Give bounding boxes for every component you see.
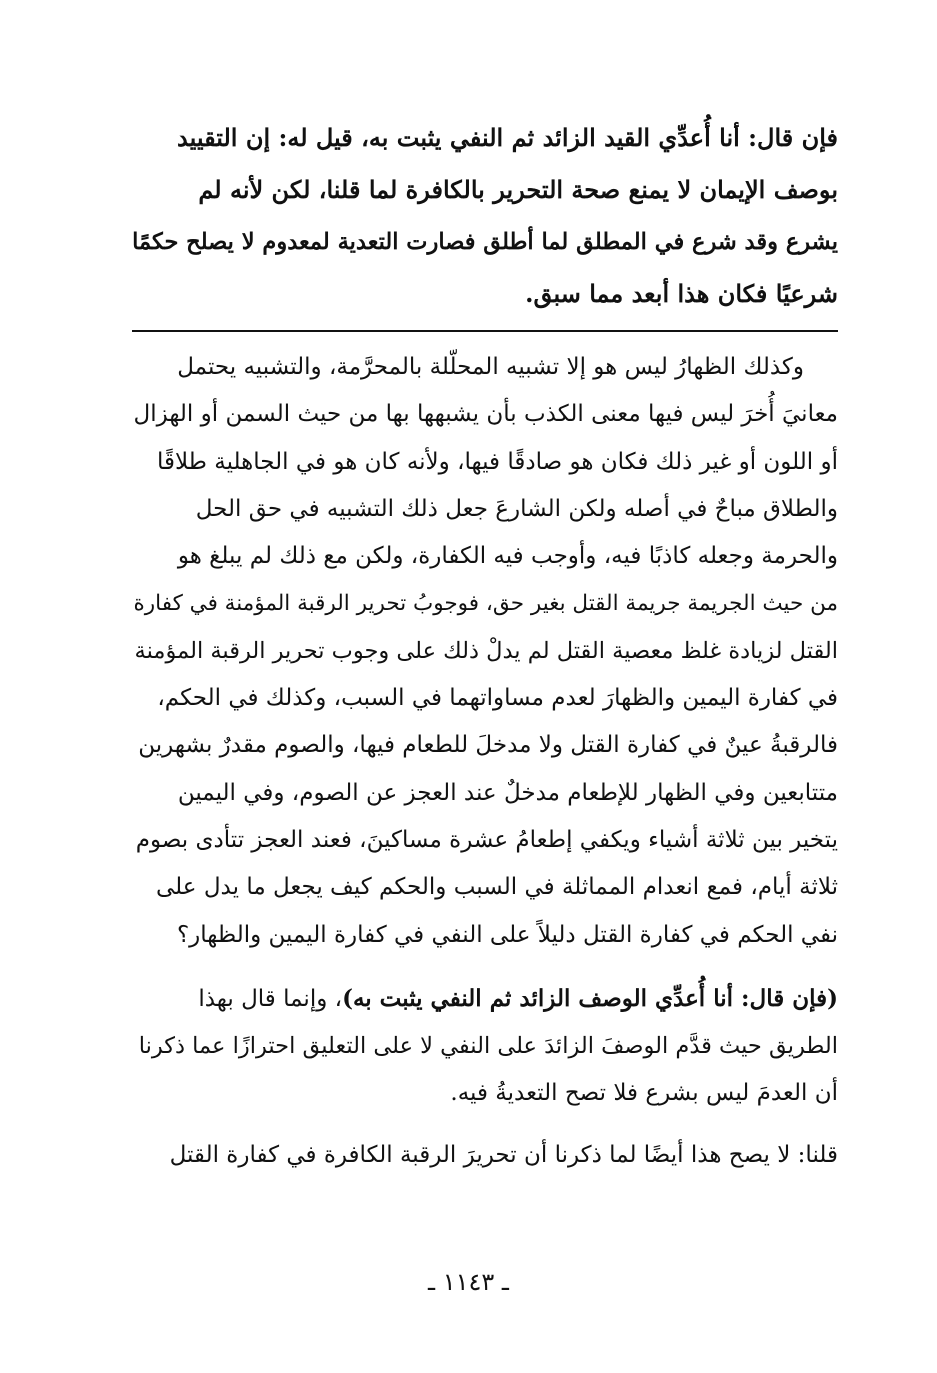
- commentary-line: أن العدمَ ليس بشرع فلا تصح التعديةُ فيه.: [450, 1080, 838, 1107]
- commentary-line: من حيث الجريمة جريمة القتل بغير حق، فوجوبُ تحرير الرقبة المؤمنة في كفارة: [133, 591, 838, 617]
- separator-rule: [132, 330, 838, 332]
- commentary-line: نفي الحكم في كفارة القتل دليلاً على النفي في كفارة اليمين والظهار؟: [176, 921, 838, 948]
- main-text-line: فإن قال: أنا أُعدِّي القيد الزائد ثم النفي يثبت به، قيل له: إن التقييد: [177, 123, 838, 152]
- commentary-line: الطريق حيث قدَّم الوصفَ الزائدَ على النفي لا على التعليق احترازًا عما ذكرنا: [138, 1033, 838, 1060]
- commentary-line: قلنا: لا يصح هذا أيضًا لما ذكرنا أن تحريرَ الرقبة الكافرة في كفارة القتل: [169, 1141, 838, 1168]
- commentary-line: في كفارة اليمين والظهارَ لعدم مساواتهما في السبب، وكذلك في الحكم،: [157, 685, 838, 712]
- quoted-main-text: (فإن قال: أنا أُعدِّي الوصف الزائد ثم النفي يثبت به): [342, 984, 838, 1012]
- commentary-line: وكذلك الظهارُ ليس هو إلا تشبيه المحلّلة بالمحرَّمة، والتشبيه يحتمل: [177, 354, 804, 380]
- commentary-line: يتخير بين ثلاثة أشياء ويكفي إطعامُ عشرة مساكينَ، فعند العجز تتأدى بصوم: [135, 826, 838, 853]
- document-page: [132, 112, 838, 1179]
- commentary-line: أو اللون أو غير ذلك فكان هو صادقًا فيها، ولأنه كان هو في الجاهلية طلاقًا: [156, 448, 838, 475]
- main-text-line: يشرع وقد شرع في المطلق لما أطلق فصارت التعدية لمعدوم لا يصلح حكمًا: [132, 229, 838, 255]
- commentary-line: [132, 975, 838, 1023]
- commentary-line: القتل لزيادة غلظ معصية القتل لم يدلْ ذلك على وجوب تحرير الرقبة المؤمنة: [134, 637, 838, 664]
- main-text-line: بوصف الإيمان لا يمنع صحة التحرير بالكافرة لما قلنا، لكن لأنه لم: [198, 175, 838, 204]
- commentary-line: متتابعين وفي الظهار للإطعام مدخلٌ عند العجز عن الصوم، وفي اليمين: [177, 779, 838, 806]
- main-text-line: شرعيًا فكان هذا أبعد مما سبق.: [525, 279, 838, 308]
- commentary-line: والحرمة وجعله كاذبًا فيه، وأوجب فيه الكفارة، ولكن مع ذلك لم يبلغ هو: [177, 543, 838, 570]
- commentary-line: والطلاق مباحٌ في أصله ولكن الشارعَ جعل ذلك التشبيه في حق الحل: [195, 495, 838, 522]
- commentary-line: معانيَ أُخرَ ليس فيها معنى الكذب بأن يشبهها بها من حيث السمن أو الهزال: [133, 401, 838, 428]
- commentary-line: فالرقبةُ عينٌ في كفارة القتل ولا مدخلَ للطعام فيها، والصوم مقدرٌ بشهرين: [138, 732, 838, 759]
- page-number: ـ ١١٤٣ ـ: [428, 1268, 509, 1296]
- commentary: [132, 344, 838, 1179]
- commentary-line: ثلاثة أيام، فمع انعدام المماثلة في السبب والحكم كيف يجعل ما يدل على: [156, 874, 838, 901]
- commentary-text: ، وإنما قال بهذا: [198, 985, 343, 1012]
- main-text: [132, 112, 838, 320]
